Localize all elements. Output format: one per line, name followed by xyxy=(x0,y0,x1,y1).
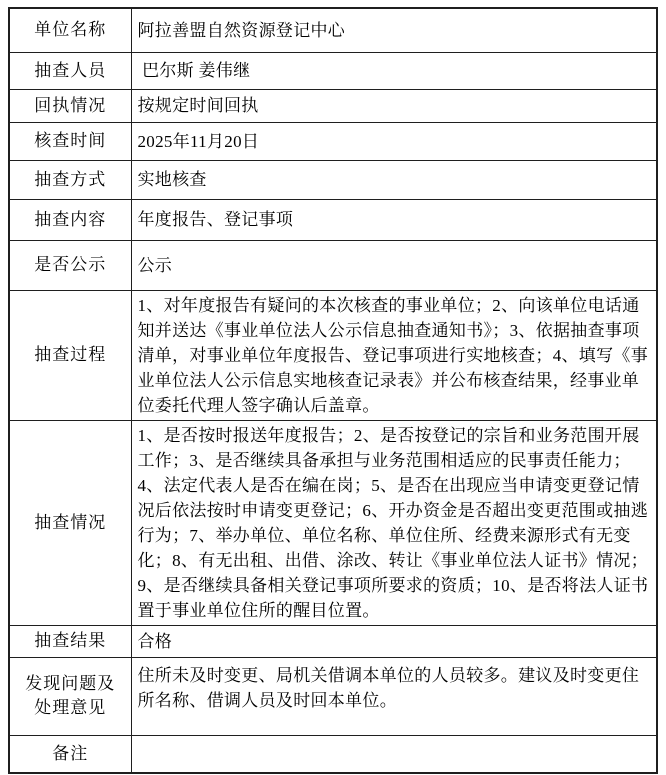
table-row xyxy=(9,290,657,420)
row-label: 抽查结果 xyxy=(9,625,131,657)
row-label: 发现问题及处理意见 xyxy=(9,657,131,735)
row-value: 巴尔斯 姜伟继 xyxy=(131,52,657,89)
row-label: 抽查方式 xyxy=(9,160,131,199)
table-row xyxy=(9,199,657,240)
table-row xyxy=(9,122,657,160)
row-label: 单位名称 xyxy=(9,8,131,52)
row-value: 公示 xyxy=(131,240,657,290)
inspection-table-body xyxy=(9,8,657,773)
row-value: 住所未及时变更、局机关借调本单位的人员较多。建议及时变更住所名称、借调人员及时回本单位。 xyxy=(131,657,657,735)
row-value: 1、对年度报告有疑问的本次核查的事业单位；2、向该单位电话通知并送达《事业单位法人公示信息抽查通知书》；3、依据抽查事项清单，对事业单位年度报告、登记事项进行实地核查；4、填写《事业单位法人公示信息实地核查记录表》并公布核查结果，经事业单位委托代理人签字确认后盖章。 xyxy=(131,290,657,420)
row-value: 年度报告、登记事项 xyxy=(131,199,657,240)
row-label: 抽查内容 xyxy=(9,199,131,240)
row-value xyxy=(131,735,657,773)
table-row xyxy=(9,657,657,735)
table-row xyxy=(9,240,657,290)
row-label: 核查时间 xyxy=(9,122,131,160)
row-value: 按规定时间回执 xyxy=(131,89,657,122)
table-row xyxy=(9,420,657,625)
table-row xyxy=(9,160,657,199)
table-row xyxy=(9,52,657,89)
row-value: 1、是否按时报送年度报告；2、是否按登记的宗旨和业务范围开展工作；3、是否继续具备承担与业务范围相适应的民事责任能力；4、法定代表人是否在编在岗；5、是否在出现应当申请变更登记情况后依法按时申请变更登记；6、开办资金是否超出变更范围或抽逃行为；7、举办单位、单位名称、单位住所、经费来源形式有无变化；8、有无出租、出借、涂改、转让《事业单位法人证书》情况；9、是否继续具备相关登记事项所要求的资质；10、是否将法人证书置于事业单位住所的醒目位置。 xyxy=(131,420,657,625)
table-row xyxy=(9,89,657,122)
row-value: 实地核查 xyxy=(131,160,657,199)
table-row xyxy=(9,8,657,52)
row-label: 抽查人员 xyxy=(9,52,131,89)
row-value: 合格 xyxy=(131,625,657,657)
row-value: 2025年11月20日 xyxy=(131,122,657,160)
row-label: 是否公示 xyxy=(9,240,131,290)
row-value: 阿拉善盟自然资源登记中心 xyxy=(131,8,657,52)
row-label: 回执情况 xyxy=(9,89,131,122)
table-row xyxy=(9,735,657,773)
inspection-record-table xyxy=(8,7,658,774)
table-row xyxy=(9,625,657,657)
row-label: 备注 xyxy=(9,735,131,773)
row-label: 抽查情况 xyxy=(9,420,131,625)
row-label: 抽查过程 xyxy=(9,290,131,420)
